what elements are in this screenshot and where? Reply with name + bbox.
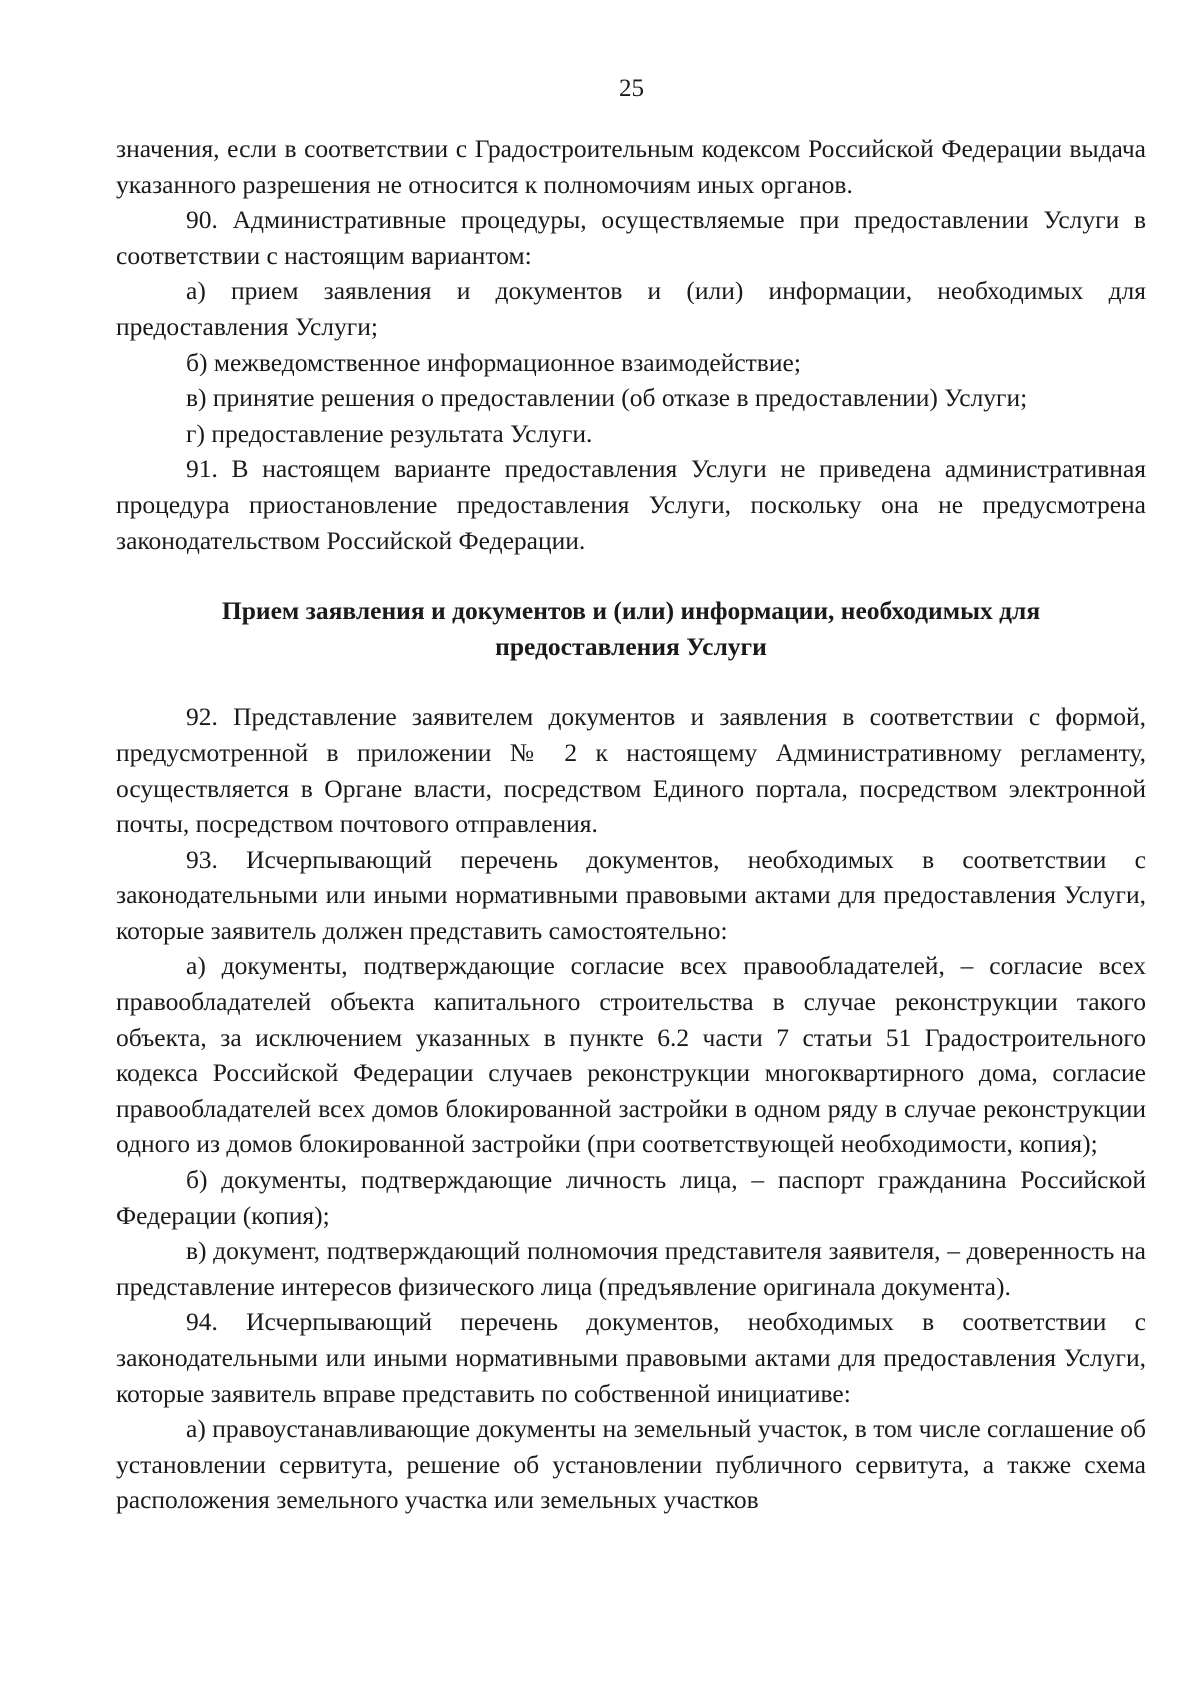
page-number: 25 (619, 75, 644, 102)
section-heading-line-1: Прием заявления и документов и (или) информации, необходимых для (221, 596, 1041, 626)
section-heading-line-2: предоставления Услуги (495, 631, 767, 661)
list-item-93-a: а) документы, подтверждающие согласие всех правообладателей, – согласие всех правообладателей объекта капитального строительства в случае реконструкции такого объекта, за исключением указанных в пункте 6.2 части 7 статьи 51 Градостроительного кодекса Российской Федерации случаев реконструкции многоквартирного дома, согласие правообладателей всех домов блокированной застройки в одном ряду в случае реконструкции одного из домов блокированной застройки (при соответствующей необходимости, копия); (116, 951, 1146, 1159)
paragraph-continuation: значения, если в соответствии с Градостроительным кодексом Российской Федерации выдача указанного разрешения не относится к полномочиям иных органов. (116, 134, 1146, 199)
section-heading (116, 593, 1146, 664)
list-item-90-b: б) межведомственное информационное взаимодействие; (186, 347, 801, 377)
paragraph-90: 90. Административные процедуры, осуществляемые при предоставлении Услуги в соответствии с настоящим вариантом: (116, 205, 1146, 270)
spacer (116, 558, 1146, 593)
spacer (116, 664, 1146, 699)
paragraph-93: 93. Исчерпывающий перечень документов, необходимых в соответствии с законодательными или иными нормативными правовыми актами для предоставления Услуги, которые заявитель должен представить самостоятельно: (116, 844, 1146, 945)
list-item-90-v: в) принятие решения о предоставлении (об отказе в предоставлении) Услуги; (186, 383, 1028, 413)
list-item-90-g: г) предоставление результата Услуги. (186, 418, 593, 448)
document-body (116, 131, 1146, 1518)
list-item-90-a: а) прием заявления и документов и (или) информации, необходимых для предоставления Услуги; (116, 276, 1146, 341)
paragraph-92: 92. Представление заявителем документов и заявления в соответствии с формой, предусмотренной в приложении № 2 к настоящему Административному регламенту, осуществляется в Органе власти, посредством Единого портала, посредством электронной почты, посредством почтового отправления. (116, 702, 1146, 839)
paragraph-91: 91. В настоящем варианте предоставления Услуги не приведена административная процедура приостановление предоставления Услуги, поскольку она не предусмотрена законодательством Российской Федерации. (116, 454, 1146, 555)
list-item-93-b: б) документы, подтверждающие личность лица, – паспорт гражданина Российской Федерации (копия); (116, 1165, 1146, 1230)
list-item-94-a: а) правоустанавливающие документы на земельный участок, в том числе соглашение об установлении сервитута, решение об установлении публичного сервитута, а также схема расположения земельного участка или земельных участков (116, 1414, 1146, 1515)
list-item-93-v: в) документ, подтверждающий полномочия представителя заявителя, – доверенность на представление интересов физического лица (предъявление оригинала документа). (116, 1236, 1146, 1301)
paragraph-94: 94. Исчерпывающий перечень документов, необходимых в соответствии с законодательными или иными нормативными правовыми актами для предоставления Услуги, которые заявитель вправе представить по собственной инициативе: (116, 1307, 1146, 1408)
